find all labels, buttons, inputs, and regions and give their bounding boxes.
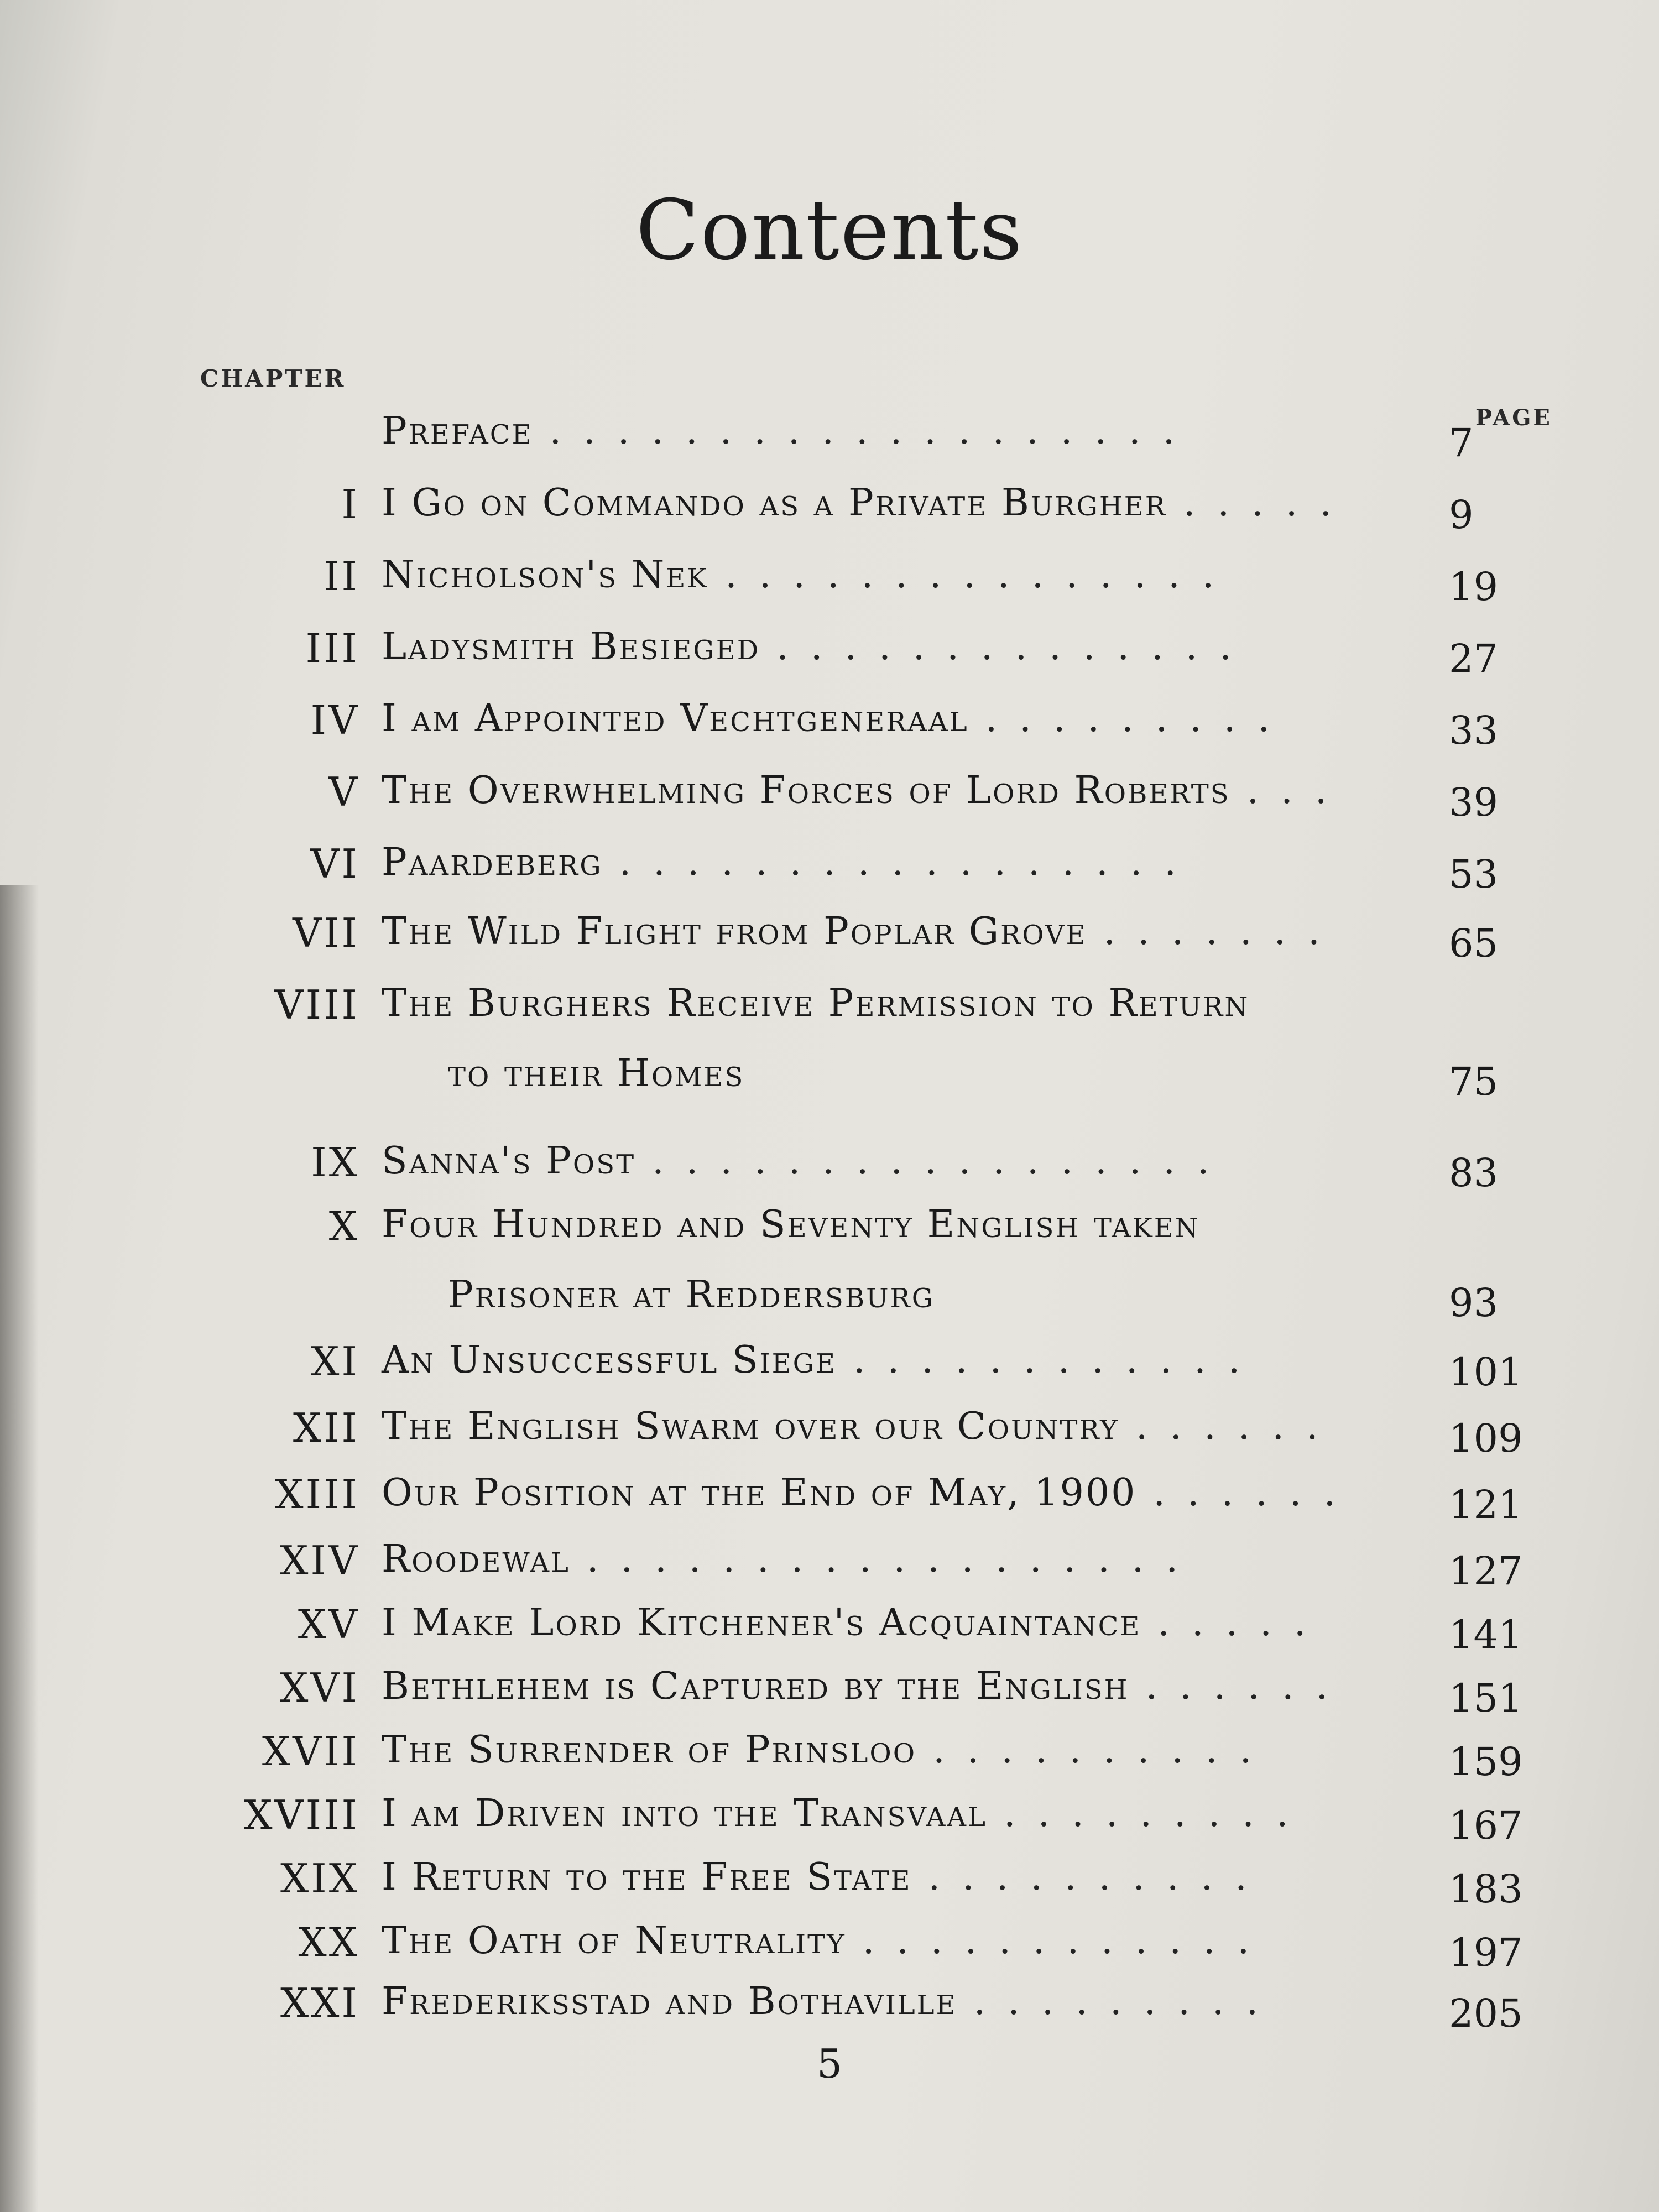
chapter-number: IV — [310, 697, 359, 743]
chapter-title-line: Sanna's Post — [382, 1139, 636, 1183]
chapter-title-line: Bethlehem is Captured by the English — [382, 1665, 1129, 1708]
chapter-number: VIII — [274, 982, 359, 1028]
toc-entry — [0, 1203, 1659, 1326]
dot-leader: ............ — [853, 1338, 1262, 1382]
page-ref: 33 — [1449, 708, 1499, 753]
chapter-number: XII — [293, 1405, 359, 1451]
dot-leader: ................. — [652, 1139, 1232, 1183]
chapter-title — [382, 982, 1421, 1095]
page-ref: 65 — [1449, 921, 1499, 966]
page-ref: 93 — [1449, 1280, 1499, 1326]
chapter-number: XX — [298, 1919, 359, 1965]
dot-leader: ................... — [549, 409, 1197, 453]
page-ref: 101 — [1449, 1349, 1523, 1395]
page-ref: 159 — [1449, 1739, 1523, 1785]
dot-leader: ............... — [725, 553, 1237, 597]
chapter-title-line: An Unsuccessful Siege — [382, 1338, 837, 1382]
chapter-number: XVIII — [244, 1792, 359, 1838]
toc-entry — [0, 625, 1659, 708]
chapter-number: X — [328, 1203, 359, 1249]
page-ref: 39 — [1449, 780, 1499, 825]
chapter-number: XIX — [280, 1855, 359, 1902]
page-ref: 75 — [1449, 1059, 1499, 1104]
page-ref: 197 — [1449, 1930, 1523, 1975]
dot-leader: .......... — [928, 1855, 1269, 1899]
toc-entry — [0, 697, 1659, 780]
dot-leader: ......... — [985, 697, 1292, 740]
chapter-title-line: The Burghers Receive Permission to Return — [382, 982, 1250, 1025]
dot-leader: ...... — [1145, 1665, 1350, 1708]
chapter-number: III — [305, 625, 359, 671]
dot-leader: ......... — [1003, 1792, 1311, 1835]
page-ref: 7 — [1449, 420, 1474, 466]
chapter-title-line: I Make Lord Kitchener's Acquaintance — [382, 1601, 1141, 1645]
chapter-number: V — [328, 769, 359, 815]
chapter-title-line: Frederiksstad and Bothaville — [382, 1980, 957, 2023]
page-title: Contents — [635, 182, 1024, 279]
chapter-title-line: Ladysmith Besieged — [382, 625, 760, 669]
dot-leader: ................. — [619, 841, 1199, 884]
chapter-number: XVII — [262, 1728, 359, 1775]
chapter-title-line: Preface — [382, 409, 533, 453]
chapter-number: XI — [311, 1338, 359, 1385]
dot-leader: .......... — [933, 1728, 1274, 1772]
chapter-number: XVI — [280, 1665, 359, 1711]
chapter-title-line: Nicholson's Nek — [382, 553, 709, 597]
chapter-number: IX — [311, 1139, 359, 1186]
toc-entry — [0, 769, 1659, 852]
chapter-title-line: The Surrender of Prinsloo — [382, 1728, 917, 1772]
chapter-title-line: I Go on Commando as a Private Burgher — [382, 481, 1167, 525]
toc-entry — [0, 481, 1659, 564]
chapter-number: XXI — [280, 1980, 359, 2026]
page-ref: 83 — [1449, 1150, 1499, 1196]
dot-leader: ...... — [1135, 1405, 1340, 1448]
chapter-title-line: Roodewal — [382, 1537, 570, 1581]
toc-entry — [0, 553, 1659, 636]
page-ref: 167 — [1449, 1803, 1523, 1848]
chapter-title-line: Our Position at the End of May, 1900 — [382, 1471, 1137, 1515]
dot-leader: .................. — [586, 1537, 1200, 1581]
page-ref: 127 — [1449, 1548, 1523, 1594]
chapter-title-line: Four Hundred and Seventy English taken — [382, 1203, 1200, 1246]
page-ref: 141 — [1449, 1612, 1523, 1657]
chapter-number: VI — [310, 841, 359, 887]
chapter-title-continuation: Prisoner at Reddersburg — [448, 1273, 935, 1317]
chapter-title-continuation: to their Homes — [448, 1052, 745, 1095]
chapter-column-heading: CHAPTER — [200, 365, 346, 392]
chapter-title-line: The Oath of Neutrality — [382, 1919, 846, 1963]
chapter-title-line: The Wild Flight from Poplar Grove — [382, 910, 1087, 953]
chapter-number: I — [341, 481, 359, 528]
toc-entry — [0, 910, 1659, 993]
page-ref: 121 — [1449, 1482, 1523, 1527]
page-ref: 53 — [1449, 852, 1499, 897]
page-ref: 183 — [1449, 1866, 1523, 1912]
page-ref: 27 — [1449, 636, 1499, 681]
chapter-number: II — [324, 553, 359, 599]
chapter-title-line: The Overwhelming Forces of Lord Roberts — [382, 769, 1230, 812]
chapter-title-line: I Return to the Free State — [382, 1855, 912, 1899]
dot-leader: ....... — [1103, 910, 1342, 953]
chapter-title-line: I am Appointed Vechtgeneraal — [382, 697, 969, 740]
dot-leader: ..... — [1183, 481, 1354, 525]
chapter-title-line: The English Swarm over our Country — [382, 1405, 1119, 1448]
dot-leader: ..... — [1157, 1601, 1328, 1645]
page-ref: 109 — [1449, 1416, 1523, 1461]
chapter-number: XIII — [275, 1471, 359, 1517]
chapter-title-line: Paardeberg — [382, 841, 603, 884]
page-ref: 151 — [1449, 1676, 1523, 1721]
chapter-number: XV — [298, 1601, 359, 1647]
page-ref: 9 — [1449, 492, 1474, 538]
dot-leader: ... — [1246, 769, 1349, 812]
chapter-title — [382, 1203, 1421, 1317]
dot-leader: ...... — [1153, 1471, 1358, 1515]
toc-entry — [0, 982, 1659, 1104]
toc-entry — [0, 409, 1659, 492]
chapter-title-line: I am Driven into the Transvaal — [382, 1792, 987, 1835]
page-ref: 19 — [1449, 564, 1499, 609]
chapter-number: XIV — [280, 1537, 359, 1584]
page-ref: 205 — [1449, 1991, 1523, 2036]
page-column-heading: PAGE — [1475, 405, 1552, 431]
dot-leader: ......... — [973, 1980, 1281, 2023]
page-number: 5 — [817, 2041, 842, 2087]
chapter-number: VII — [293, 910, 359, 956]
dot-leader: .............. — [776, 625, 1254, 669]
dot-leader: ............ — [862, 1919, 1272, 1963]
